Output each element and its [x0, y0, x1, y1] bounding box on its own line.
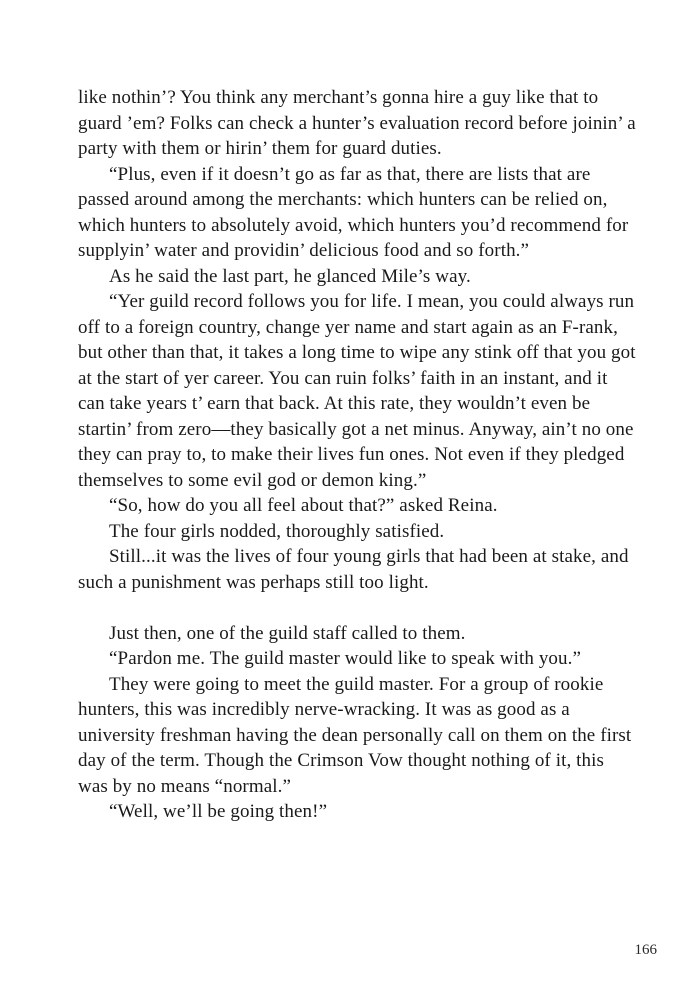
- body-text: [78, 85, 638, 825]
- paragraph: like nothin’? You think any merchant’s gonna hire a guy like that to guard ’em? Folks can check a hunter’s evaluation record before joinin’ a party with them or hirin’ them for guard duties.: [78, 87, 636, 159]
- paragraph-after-scene-break: Just then, one of the guild staff called to them.: [109, 622, 466, 644]
- page-number: 166: [634, 942, 657, 958]
- paragraph: “So, how do you all feel about that?” asked Reina.: [109, 495, 498, 516]
- paragraph: “Pardon me. The guild master would like to speak with you.”: [109, 648, 582, 669]
- paragraph: They were going to meet the guild master. For a group of rookie hunters, this was incredibly nerve-wracking. It was as good as a university freshman having the dean personally call on them on the first day of the term. Though the Crimson Vow thought nothing of it, this was by no means “normal.”: [78, 673, 632, 797]
- paragraph: “Plus, even if it doesn’t go as far as that, there are lists that are passed around among the merchants: which hunters can be relied on, which hunters to absolutely avoid, which hunters you’d recommend for supplyin’ water and providin’ delicious food and so forth.”: [78, 163, 629, 261]
- paragraph: Still...it was the lives of four young girls that had been at stake, and such a punishment was perhaps still too light.: [78, 546, 629, 593]
- paragraph: As he said the last part, he glanced Mile’s way.: [109, 265, 471, 287]
- paragraph: “Well, we’ll be going then!”: [109, 801, 328, 822]
- paragraph: The four girls nodded, thoroughly satisfied.: [109, 520, 445, 542]
- paragraph: “Yer guild record follows you for life. I mean, you could always run off to a foreign country, change yer name and start again as an F-rank, but other than that, it takes a long time to wipe any stink off that you got at the start of yer career. You can ruin folks’ faith in an instant, and it can take years t’ earn that back. At this rate, they wouldn’t even be startin’ from zero—they basically got a net minus. Anyway, ain’t no one they can pray to, to make their lives fun ones. Not even if they pledged themselves to some evil god or demon king.”: [78, 291, 636, 491]
